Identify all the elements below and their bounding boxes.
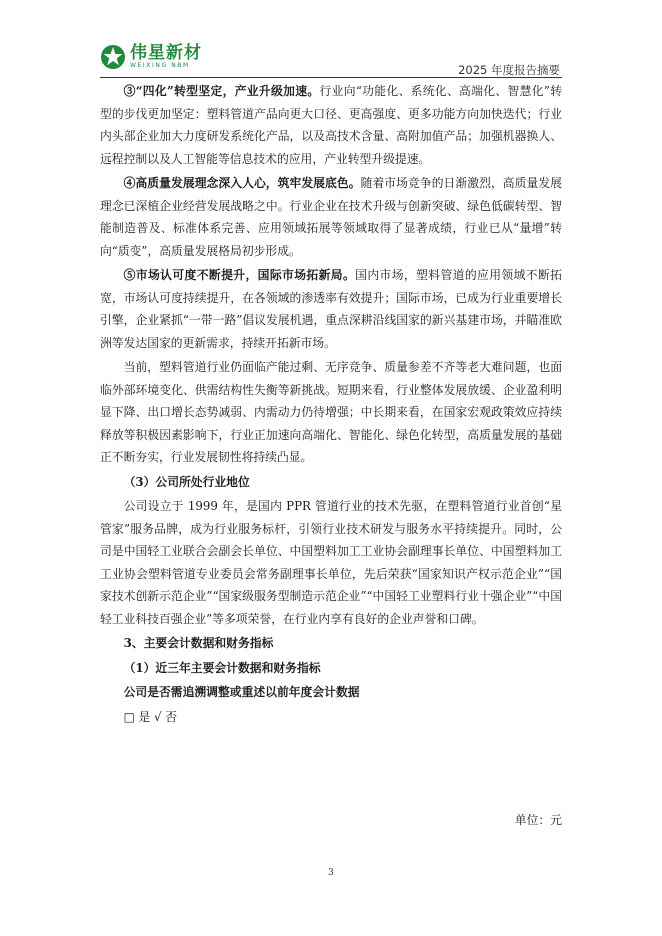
section-heading-industry-position: （3）公司所处行业地位: [123, 474, 250, 489]
page-body: [100, 80, 562, 728]
paragraph-text: 行业向“功能化、系统化、高端化、智慧化”转型的步伐更加坚定：塑料管道产品向更大口径、更高强度、更多功能方向加快迭代；行业内头部企业加大力度研发系统化产品，以及高技术含量、高附加值产品；加强机器换人、远程控制以及人工智能等信息技术的应用，产业转型升级提速。: [100, 84, 562, 166]
company-logo: [100, 44, 202, 72]
paragraph-text: 国内市场，塑料管道的应用领域不断拓宽，市场认可度持续提升，在各领域的渗透率有效提升；国际市场，已成为行业重要增长引擎，企业紧抓“一带一路”倡议发展机遇，重点深耕沿线国家的新兴基建市场，并瞄准欧洲等发达国家的更新需求，持续开拓新市场。: [100, 268, 562, 350]
restatement-answer-checkbox: □ 是 √ 否: [123, 709, 178, 724]
star-logo-icon: [100, 44, 126, 70]
page-header: [100, 43, 562, 77]
unit-label: 单位：元: [514, 813, 562, 827]
paragraph-market-recognition: [100, 264, 562, 354]
paragraph-current-situation: 当前，塑料管道行业仍面临产能过剩、无序竞争、质量参差不齐等老大难问题，也面临外部环境变化、供需结构性失衡等新挑战。短期来看，行业整体发展放缓、企业盈利明显下降、出口增长态势减弱、内需动力仍待增强；中长期来看，在国家宏观政策效应持续释放等积极因素影响下，行业正加速向高端化、智能化、绿色化转型，高质量发展的基础正不断夯实，行业发展韧性将持续凸显。: [100, 360, 562, 464]
paragraph-lead: ⑤市场认可度不断提升，国际市场拓新局。: [123, 268, 356, 282]
paragraph-company-profile: 公司设立于 1999 年，是国内 PPR 管道行业的技术先驱，在塑料管道行业首创“星管家”服务品牌，成为行业服务标杆，引领行业技术研发与服务水平持续提升。同时，公司是中国轻工业联合会副会长单位、中国塑料加工工业协会副理事长单位、中国塑料加工工业协会塑料管道专业委员会常务副理事长单位，先后荣获“国家知识产权示范企业”“国家技术创新示范企业”“国家级服务型制造示范企业”“中国轻工业塑料行业十强企业”“中国轻工业科技百强企业”等多项荣誉，在行业内享有良好的企业声誉和口碑。: [100, 499, 562, 626]
paragraph-lead: ④高质量发展理念深入人心，筑牢发展底色。: [123, 176, 361, 190]
header-divider: [100, 77, 562, 78]
paragraph-text: 随着市场竞争的日渐激烈，高质量发展理念已深植企业经营发展战略之中。行业企业在技术升级与创新突破、绿色低碳转型、智能制造普及、标准体系完善、应用领域拓展等领域取得了显著成绩，行业已从“量增”转向“质变”，高质量发展格局初步形成。: [100, 176, 562, 258]
restatement-question: 公司是否需追溯调整或重述以前年度会计数据: [123, 685, 360, 699]
section-heading-financial-data: 3、主要会计数据和财务指标: [123, 636, 274, 650]
logo-english-name: WEIXING NBM: [130, 62, 190, 69]
page-number: 3: [328, 868, 334, 878]
paragraph-lead: ③“四化”转型坚定，产业升级加速。: [123, 84, 320, 98]
paragraph-four-transformations: [100, 80, 562, 170]
logo-chinese-name: 伟星新材: [130, 43, 202, 63]
subsection-heading-three-year-data: （1）近三年主要会计数据和财务指标: [123, 660, 321, 675]
document-title: 2025 年度报告摘要: [458, 63, 560, 77]
paragraph-high-quality: [100, 172, 562, 262]
